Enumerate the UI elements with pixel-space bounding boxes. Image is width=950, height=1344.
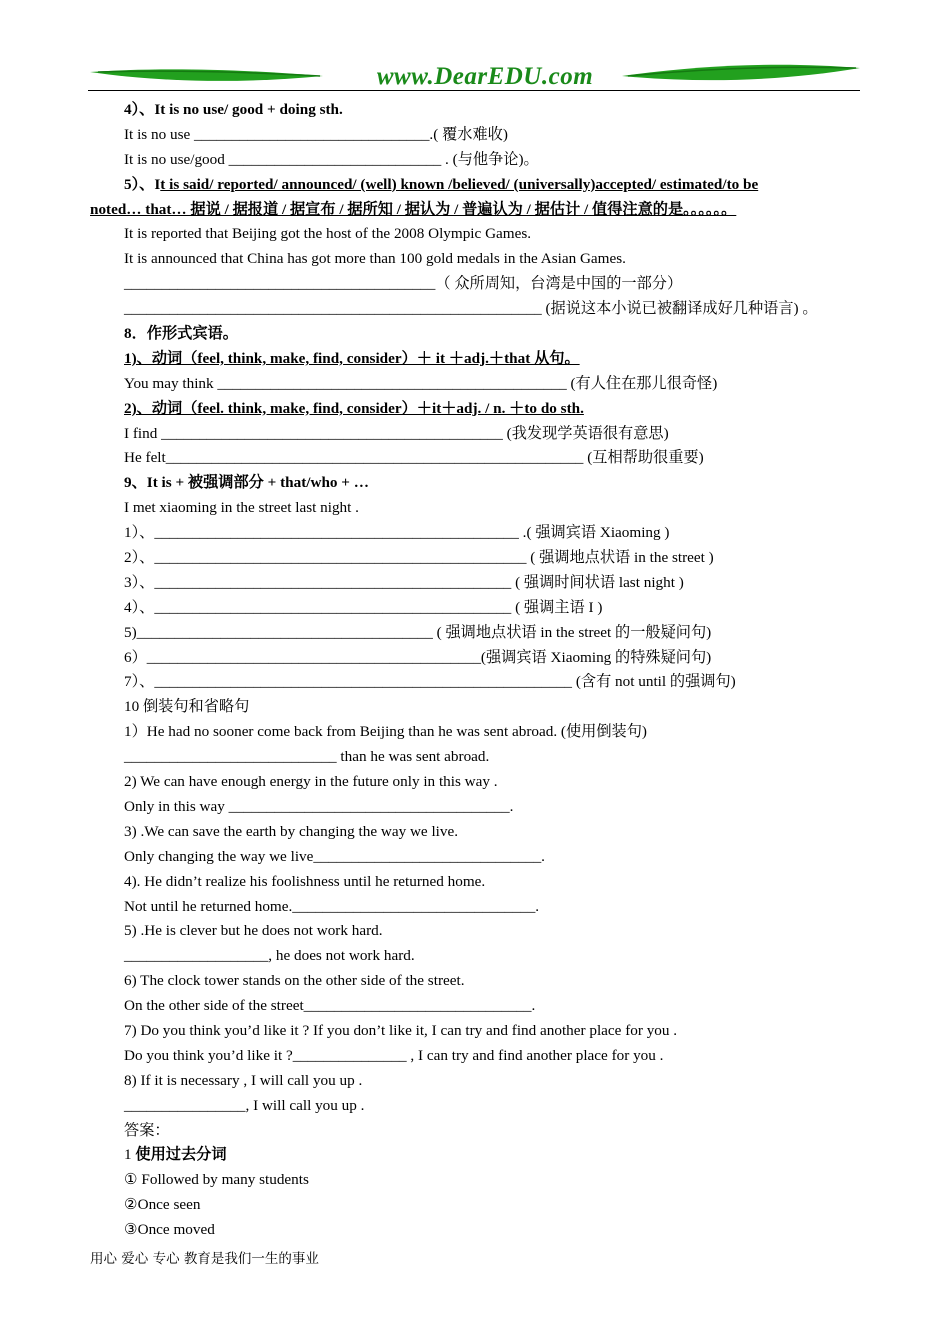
document-line: _________________________________________（ 众所周知，台湾是中国的一部分） [124, 275, 683, 293]
document-line: Only in this way _____________________________________. [124, 797, 514, 815]
document-line: ________________, I will call you up . [124, 1096, 365, 1114]
document-line: It is reported that Beijing got the host of the 2008 Olympic Games. [124, 225, 532, 243]
line-emphasis: 使用过去分词 [135, 1146, 227, 1164]
document-line: 2）、_________________________________________________ ( 强调地点状语 in the street ) [124, 549, 714, 567]
document-line: 10 倒装句和省略句 [124, 698, 250, 716]
document-line: Only changing the way we live______________________________. [124, 847, 545, 865]
document-line: 1）、________________________________________________ .( 强调宾语 Xiaoming ) [124, 524, 670, 542]
line-prefix: 1 [124, 1146, 136, 1164]
document-line: 2)、动词（feel. think, make, find, consider）＋it＋adj. / n. ＋to do sth. [124, 399, 584, 417]
document-line: 8．作形式宾语。 [124, 325, 238, 343]
document-line: 7）、_______________________________________________________ (含有 not until 的强调句) [124, 673, 736, 691]
document-line: I met xiaoming in the street last night . [124, 499, 359, 517]
document-line: On the other side of the street______________________________. [124, 997, 536, 1015]
document-line: 6）____________________________________________(强调宾语 Xiaoming 的特殊疑问句) [124, 648, 712, 666]
document-line: 4). He didn’t realize his foolishness until he returned home. [124, 872, 486, 890]
document-line: 9、It is + 被强调部分 + that/who + … [124, 474, 369, 492]
document-line: 2) We can have enough energy in the future only in this way . [124, 773, 498, 791]
document-line: I find _____________________________________________ (我发现学英语很有意思) [124, 424, 669, 442]
line-prefix: 5）、I [124, 175, 161, 193]
header-divider [88, 90, 860, 91]
document-line: 5)_______________________________________ ( 强调地点状语 in the street 的一般疑问句) [124, 623, 712, 641]
document-line: ③Once moved [124, 1221, 215, 1239]
document-body [90, 98, 862, 1243]
document-line [90, 1143, 862, 1168]
document-line: Do you think you’d like it ?_______________ , I can try and find another place for you . [124, 1046, 664, 1064]
document-line: 4）、_______________________________________________ ( 强调主语 I ) [124, 598, 603, 616]
line-emphasis: t is said/ reported/ announced/ (well) known /believed/ (universally)accepted/ estimated/to be [160, 175, 759, 193]
document-line: ____________________________ than he was sent abroad. [124, 748, 490, 766]
document-line: It is announced that China has got more than 100 gold medals in the Asian Games. [124, 250, 626, 268]
document-line: noted… that… 据说 / 据报道 / 据宣布 / 据所知 / 据认为 / 普遍认为 / 据估计 / 值得注意的是。。。。。。 [90, 200, 737, 218]
document-line: 5) .He is clever but he does not work hard. [124, 922, 383, 940]
document-line: Not until he returned home.________________________________. [124, 897, 540, 915]
document-line: It is no use/good ____________________________ . (与他争论)。 [124, 150, 539, 168]
document-line: 4）、It is no use/ good + doing sth. [124, 101, 343, 118]
site-logo-text[interactable]: www.DearEDU.com [376, 63, 594, 90]
document-line: 1)、动词（feel, think, make, find, consider）＋ it ＋adj.＋that 从句。 [124, 349, 580, 367]
document-line: 3）、_______________________________________________ ( 强调时间状语 last night ) [124, 573, 684, 591]
document-line: 3) .We can save the earth by changing the way we live. [124, 822, 459, 840]
document-line: You may think ______________________________________________ (有人住在那儿很奇怪) [124, 374, 718, 392]
document-line: 7) Do you think you’d like it ? If you don’t like it, I can try and find another place for you . [124, 1021, 678, 1039]
document-line: 6) The clock tower stands on the other side of the street. [124, 972, 465, 990]
document-line: ②Once seen [124, 1196, 201, 1214]
document-line: 1）He had no sooner come back from Beijing than he was sent abroad. (使用倒装句) [124, 723, 647, 741]
document-line: 8) If it is necessary , I will call you up . [124, 1071, 363, 1089]
document-line: 答案： [124, 1121, 170, 1139]
document-line: ① Followed by many students [124, 1171, 309, 1189]
page-footer: 用心 爱心 专心 教育是我们一生的事业 [90, 1251, 319, 1267]
document-line: ___________________, he does not work hard. [124, 947, 415, 965]
document-line: _______________________________________________________ (据说这本小说已被翻译成好几种语言) 。 [124, 300, 818, 318]
document-line: It is no use _______________________________.( 覆水难收) [124, 125, 508, 143]
site-header [88, 60, 862, 94]
document-line: He felt_______________________________________________________ (互相帮助很重要) [124, 449, 704, 467]
document-line [90, 173, 862, 198]
